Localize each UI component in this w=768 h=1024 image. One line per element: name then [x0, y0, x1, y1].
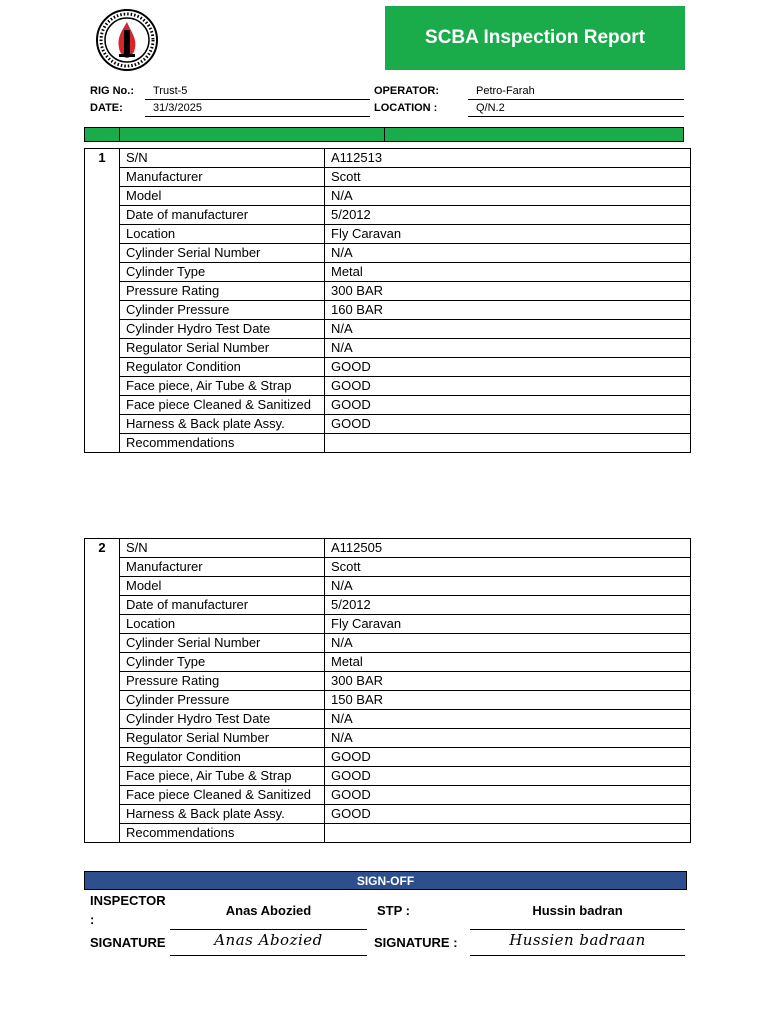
field-label: Manufacturer [120, 558, 325, 577]
unit-number: 2 [85, 539, 120, 843]
table-row [85, 225, 691, 244]
field-label: Model [120, 187, 325, 206]
field-label: Pressure Rating [120, 282, 325, 301]
field-label: Date of manufacturer [120, 596, 325, 615]
inspector-label: INSPECTOR [90, 893, 166, 908]
field-value: GOOD [325, 786, 691, 805]
field-label: Face piece Cleaned & Sanitized [120, 396, 325, 415]
field-value: Fly Caravan [325, 225, 691, 244]
table-row [85, 672, 691, 691]
field-value: A112513 [325, 149, 691, 168]
field-value: N/A [325, 320, 691, 339]
field-label: Date of manufacturer [120, 206, 325, 225]
signoff-heading: SIGN-OFF [84, 871, 687, 890]
field-value: A112505 [325, 539, 691, 558]
field-label: Face piece, Air Tube & Strap [120, 767, 325, 786]
field-label: Cylinder Type [120, 263, 325, 282]
field-value: GOOD [325, 358, 691, 377]
field-value: GOOD [325, 748, 691, 767]
field-label: S/N [120, 149, 325, 168]
table-row [85, 244, 691, 263]
date-underline [145, 116, 370, 117]
table-row [85, 596, 691, 615]
field-label: Location [120, 615, 325, 634]
stp-name-underline [470, 929, 685, 930]
field-label: Regulator Serial Number [120, 729, 325, 748]
table-row [85, 187, 691, 206]
field-value: GOOD [325, 415, 691, 434]
field-label: Regulator Condition [120, 748, 325, 767]
field-value: N/A [325, 634, 691, 653]
field-label: Cylinder Hydro Test Date [120, 710, 325, 729]
table-row [85, 748, 691, 767]
table-row [85, 824, 691, 843]
field-value [325, 824, 691, 843]
table-row [85, 263, 691, 282]
field-value: GOOD [325, 377, 691, 396]
field-label: S/N [120, 539, 325, 558]
field-value: N/A [325, 187, 691, 206]
section-divider-bar [84, 127, 684, 142]
field-value: GOOD [325, 396, 691, 415]
rig-underline [145, 99, 370, 100]
field-value: GOOD [325, 805, 691, 824]
table-row [85, 358, 691, 377]
field-value: 5/2012 [325, 596, 691, 615]
field-value: N/A [325, 577, 691, 596]
table-row [85, 434, 691, 453]
field-label: Location [120, 225, 325, 244]
field-label: Regulator Condition [120, 358, 325, 377]
field-value: Scott [325, 168, 691, 187]
field-label: Cylinder Serial Number [120, 634, 325, 653]
field-label: Cylinder Type [120, 653, 325, 672]
table-row [85, 729, 691, 748]
table-row [85, 168, 691, 187]
field-label: Harness & Back plate Assy. [120, 415, 325, 434]
field-value: GOOD [325, 767, 691, 786]
table-row [85, 767, 691, 786]
report-title: SCBA Inspection Report [385, 6, 685, 70]
inspector-label-colon: : [90, 912, 95, 927]
field-label: Regulator Serial Number [120, 339, 325, 358]
inspector-name-underline [170, 929, 367, 930]
field-label: Harness & Back plate Assy. [120, 805, 325, 824]
table-row [85, 691, 691, 710]
location-value: Q/N.2 [476, 102, 505, 114]
field-value: Metal [325, 263, 691, 282]
inspection-table-unit-1 [84, 148, 691, 453]
field-label: Model [120, 577, 325, 596]
table-row [85, 539, 691, 558]
table-row [85, 396, 691, 415]
signature-line-left [170, 955, 367, 956]
table-row [85, 339, 691, 358]
date-value: 31/3/2025 [153, 102, 202, 114]
operator-label: OPERATOR: [374, 85, 439, 97]
field-label: Face piece Cleaned & Sanitized [120, 786, 325, 805]
field-label: Cylinder Pressure [120, 301, 325, 320]
field-value: 150 BAR [325, 691, 691, 710]
field-value [325, 434, 691, 453]
field-label: Manufacturer [120, 168, 325, 187]
company-logo [95, 8, 159, 72]
field-value: Metal [325, 653, 691, 672]
field-value: Fly Caravan [325, 615, 691, 634]
field-value: N/A [325, 244, 691, 263]
field-value: Scott [325, 558, 691, 577]
field-label: Pressure Rating [120, 672, 325, 691]
table-row [85, 653, 691, 672]
field-label: Face piece, Air Tube & Strap [120, 377, 325, 396]
table-row [85, 377, 691, 396]
field-value: 300 BAR [325, 672, 691, 691]
table-row [85, 577, 691, 596]
field-value: N/A [325, 339, 691, 358]
table-row [85, 149, 691, 168]
signature-label-right: SIGNATURE : [374, 935, 458, 950]
table-row [85, 634, 691, 653]
table-row [85, 320, 691, 339]
date-label: DATE: [90, 102, 123, 114]
table-row [85, 710, 691, 729]
inspection-table-unit-2 [84, 538, 691, 843]
stp-name: Hussin badran [532, 903, 623, 918]
stp-signature: Hussien badraan [509, 931, 646, 949]
operator-underline [468, 99, 684, 100]
field-value: N/A [325, 710, 691, 729]
table-row [85, 282, 691, 301]
table-row [85, 805, 691, 824]
field-value: 300 BAR [325, 282, 691, 301]
field-label: Recommendations [120, 824, 325, 843]
table-row [85, 786, 691, 805]
table-row [85, 615, 691, 634]
field-label: Recommendations [120, 434, 325, 453]
operator-value: Petro-Farah [476, 85, 535, 97]
location-underline [468, 116, 684, 117]
field-value: N/A [325, 729, 691, 748]
inspector-name: Anas Abozied [225, 903, 312, 918]
signature-line-right [470, 955, 685, 956]
rig-label: RIG No.: [90, 85, 134, 97]
table-row [85, 301, 691, 320]
field-value: 5/2012 [325, 206, 691, 225]
table-row [85, 415, 691, 434]
rig-value: Trust-5 [153, 85, 188, 97]
signature-label-left: SIGNATURE [90, 935, 166, 950]
location-label: LOCATION : [374, 102, 438, 114]
table-row [85, 558, 691, 577]
stp-label: STP : [377, 903, 410, 918]
table-row [85, 206, 691, 225]
field-label: Cylinder Serial Number [120, 244, 325, 263]
unit-number: 1 [85, 149, 120, 453]
inspector-signature: Anas Abozied [214, 931, 323, 949]
field-label: Cylinder Hydro Test Date [120, 320, 325, 339]
field-label: Cylinder Pressure [120, 691, 325, 710]
field-value: 160 BAR [325, 301, 691, 320]
